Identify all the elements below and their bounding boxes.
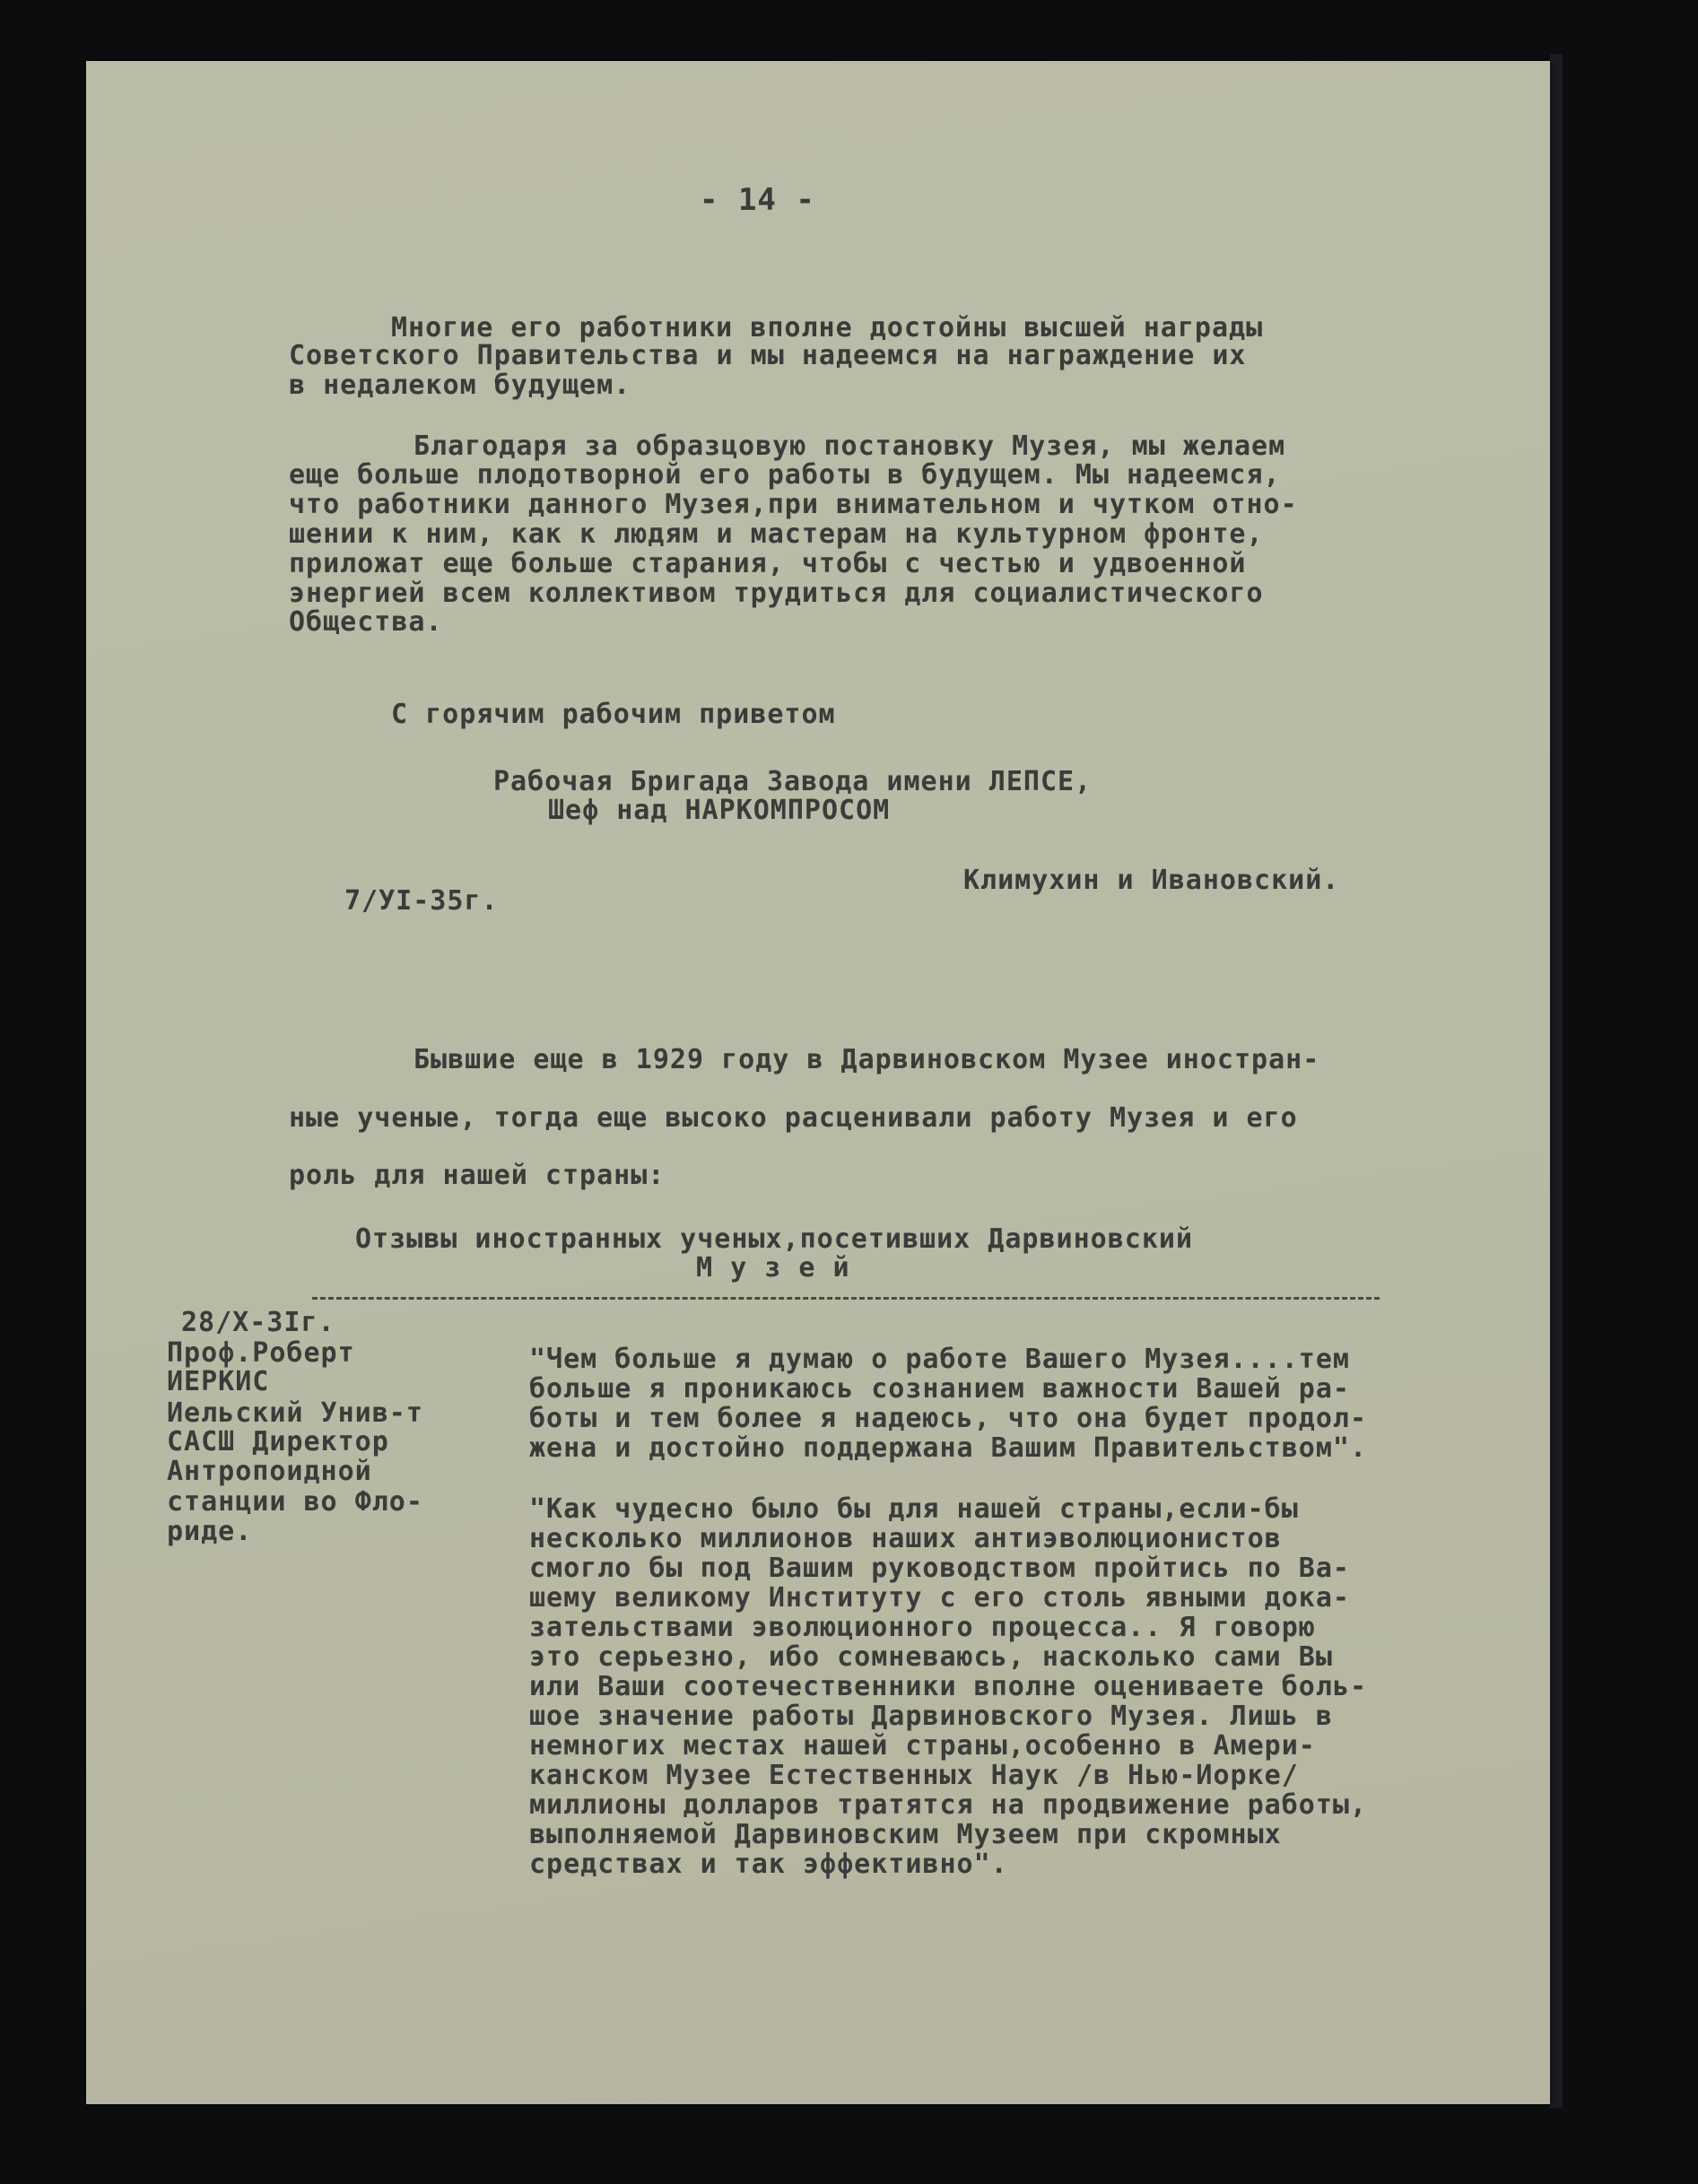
signature-organization: Рабочая Бригада Завода имени ЛЕПСЕ, xyxy=(493,766,1093,797)
greeting: С горячим рабочим приветом xyxy=(391,699,836,730)
quote2-line: немногих местах нашей страны,особенно в Амери- xyxy=(529,1730,1316,1762)
quote2-line: шое значение работы Дарвиновского Музея. Лишь в xyxy=(529,1701,1333,1732)
quote2-line: это серьезно, ибо сомневаюсь, насколько сами Вы xyxy=(529,1641,1333,1673)
quote2-line: выполняемой Дарвиновским Музеем при скромных xyxy=(529,1819,1282,1850)
section-title: Отзывы иностранных ученых,посетивших Дарвиновский xyxy=(355,1223,1194,1255)
page-number: - 14 - xyxy=(700,182,815,218)
quote2-line: миллионы долларов тратятся на продвижение работы, xyxy=(529,1789,1368,1821)
review-date: 28/Х-3Iг. xyxy=(181,1307,335,1338)
dashed-divider xyxy=(312,1297,1380,1300)
paragraph2-line: что работники данного Музея,при внимательном и чутком отно- xyxy=(289,489,1298,520)
paragraph3-line: роль для нашей страны: xyxy=(289,1160,666,1191)
paragraph2-line: шении к ним, как к людям и мастерам на культурном фронте, xyxy=(289,518,1264,550)
quote1-line: "Чем больше я думаю о работе Вашего Музея....тем xyxy=(529,1344,1350,1375)
reviewer-line: САСШ Директор xyxy=(167,1426,389,1457)
paragraph1-line: Многие его работники вполне достойны высшей награды xyxy=(391,312,1264,344)
quote2-line: "Как чудесно было бы для нашей страны,если-бы xyxy=(529,1493,1299,1525)
reviewer-line: Антропоидной xyxy=(167,1456,372,1487)
quote2-line: несколько миллионов наших антиэволюционистов xyxy=(529,1523,1282,1554)
typewritten-page xyxy=(86,61,1550,2104)
reviewer-line: ИЕРКИС xyxy=(167,1366,270,1397)
quote2-line: шему великому Институту с его столь явными дока- xyxy=(529,1582,1350,1614)
paragraph2-line: Благодаря за образцовую постановку Музея, мы желаем xyxy=(414,431,1286,462)
scan-background-edge xyxy=(1550,54,1563,2108)
document-date: 7/УI-35г. xyxy=(344,885,499,917)
paragraph2-line: энергией всем коллективом трудиться для социалистического xyxy=(289,578,1264,609)
quote2-line: смогло бы под Вашим руководством пройтись по Ва- xyxy=(529,1553,1350,1584)
quote1-line: боты и тем более я надеюсь, что она будет продол- xyxy=(529,1403,1368,1434)
reviewer-line: станции во Фло- xyxy=(167,1486,423,1518)
paragraph2-line: приложат еще больше старания, чтобы с честью и удвоенной xyxy=(289,548,1247,579)
reviewer-line: риде. xyxy=(167,1516,253,1547)
reviewer-line: Проф.Роберт xyxy=(167,1337,355,1369)
paragraph2-line: Общества. xyxy=(289,606,443,638)
quote2-line: средствах и так эффективно". xyxy=(529,1849,1008,1880)
signature-organization: Шеф над НАРКОМПРОСОМ xyxy=(548,795,891,826)
section-title: М у з е й xyxy=(696,1252,850,1283)
signers: Климухин и Ивановский. xyxy=(963,865,1340,896)
paragraph1-line: Советского Правительства и мы надеемся на награждение их xyxy=(289,340,1247,371)
paragraph2-line: еще больше плодотворной его работы в будущем. Мы надеемся, xyxy=(289,459,1281,491)
paragraph3-line: Бывшие еще в 1929 году в Дарвиновском Музее иностран- xyxy=(414,1044,1320,1075)
reviewer-line: Иельский Унив-т xyxy=(167,1397,423,1429)
quote1-line: жена и достойно поддержана Вашим Правительством". xyxy=(529,1432,1368,1464)
quote2-line: или Ваши соотечественники вполне оцениваете боль- xyxy=(529,1671,1368,1702)
quote2-line: зательствами эволюционного процесса.. Я говорю xyxy=(529,1612,1316,1643)
paragraph1-line: в недалеком будущем. xyxy=(289,370,631,401)
quote1-line: больше я проникаюсь сознанием важности Вашей ра- xyxy=(529,1373,1350,1405)
quote2-line: канском Музее Естественных Наук /в Нью-Иорке/ xyxy=(529,1760,1299,1791)
paragraph3-line: ные ученые, тогда еще высоко расценивали работу Музея и его xyxy=(289,1102,1298,1134)
